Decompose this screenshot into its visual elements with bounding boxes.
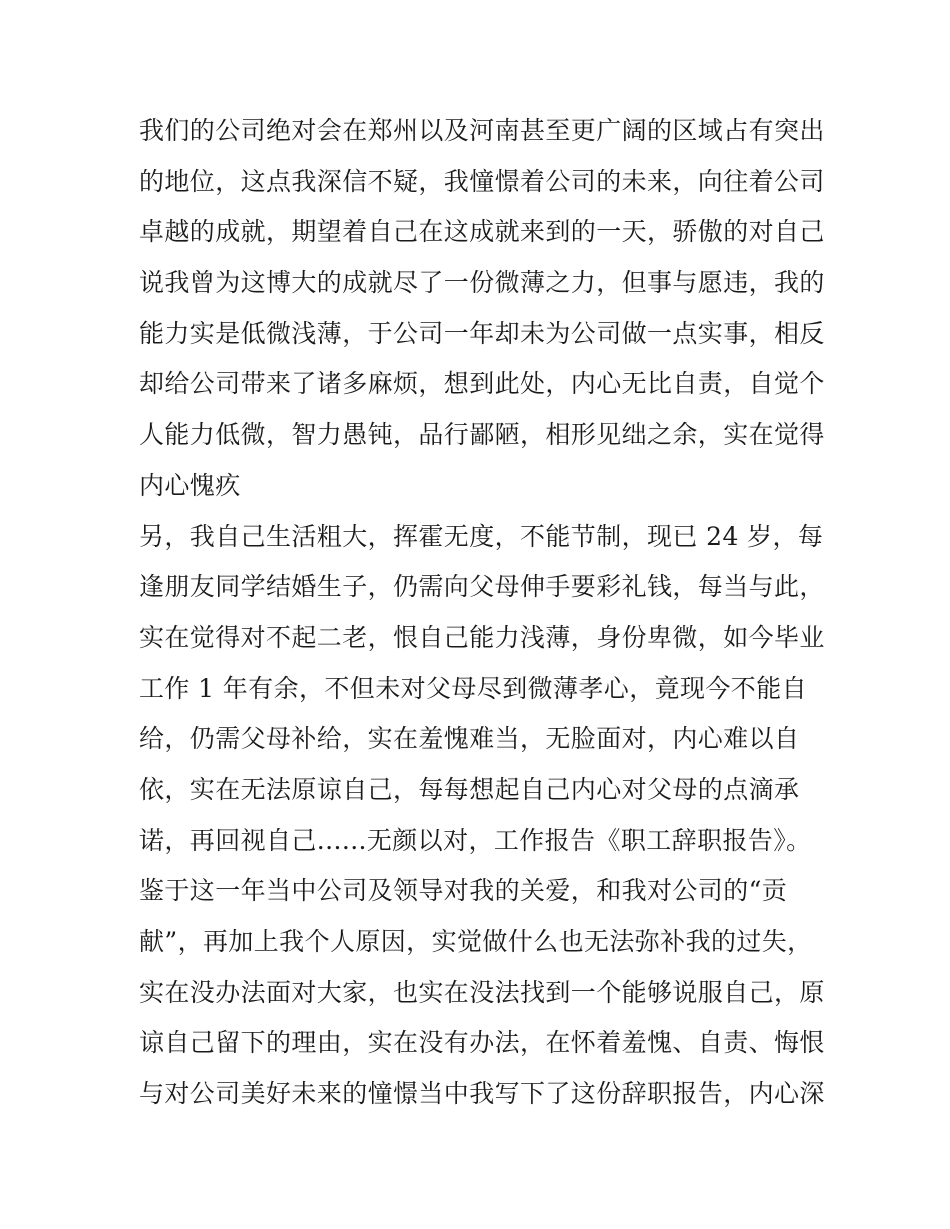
text-line: 卓越的成就，期望着自己在这成就来到的一天，骄傲的对自己 (139, 217, 825, 247)
text-line: 说我曾为这博大的成就尽了一份微薄之力，但事与愿违，我的 (139, 268, 825, 298)
text-line: 实在觉得对不起二老，恨自己能力浅薄，身份卑微，如今毕业 (139, 622, 825, 652)
text-line: 谅自己留下的理由，实在没有办法，在怀着羞愧、自责、悔恨 (139, 1028, 825, 1058)
text-line: 能力实是低微浅薄，于公司一年却未为公司做一点实事，相反 (139, 318, 825, 348)
text-line: 工作 1 年有余，不但未对父母尽到微薄孝心，竟现今不能自 (139, 673, 808, 703)
text-line: 的地位，这点我深信不疑，我憧憬着公司的未来，向往着公司 (139, 166, 825, 196)
text-line: 我们的公司绝对会在郑州以及河南甚至更广阔的区域占有突出 (139, 116, 825, 145)
text-line: 内心愧疚 (139, 470, 241, 500)
body-text (139, 106, 829, 1120)
text-line: 献”，再加上我个人原因，实觉做什么也无法弥补我的过失， (139, 927, 813, 956)
text-line: 另，我自己生活粗大，挥霍无度，不能节制，现已 24 岁，每 (139, 521, 824, 551)
text-line: 诺，再回视自己......无颜以对，工作报告《职工辞职报告》。 (139, 825, 812, 855)
text-line: 人能力低微，智力愚钝，品行鄙陋，相形见绌之余，实在觉得 (139, 420, 825, 450)
text-line: 却给公司带来了诸多麻烦，想到此处，内心无比自责，自觉个 (139, 369, 825, 399)
text-line: 依，实在无法原谅自己，每每想起自己内心对父母的点滴承 (139, 774, 800, 804)
text-line: 逢朋友同学结婚生子，仍需向父母伸手要彩礼钱，每当与此， (139, 572, 825, 602)
text-line: 给，仍需父母补给，实在羞愧难当，无脸面对，内心难以自 (139, 724, 800, 754)
text-line: 鉴于这一年当中公司及领导对我的关爱，和我对公司的“贡 (139, 876, 788, 906)
text-line: 实在没办法面对大家，也实在没法找到一个能够说服自己，原 (139, 977, 825, 1007)
text-line: 与对公司美好未来的憧憬当中我写下了这份辞职报告，内心深 (139, 1079, 825, 1109)
